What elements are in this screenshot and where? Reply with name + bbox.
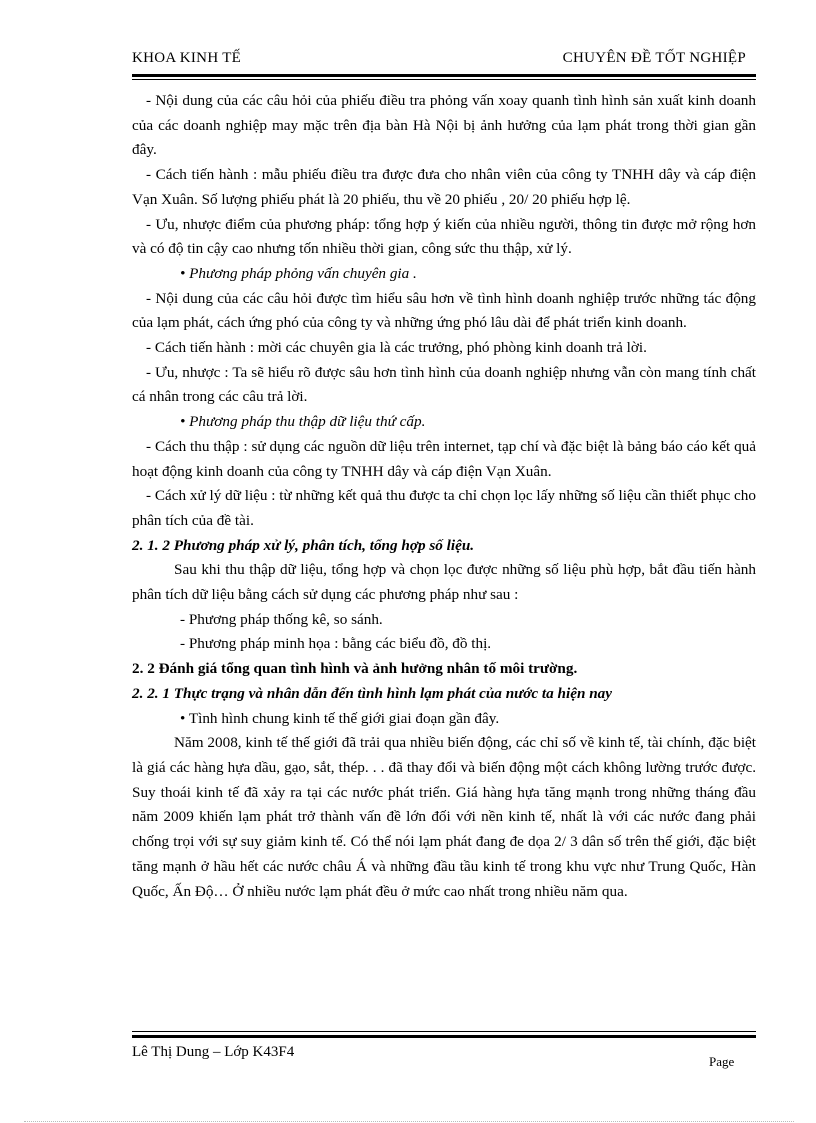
footer-page-label: Page [709,1054,735,1069]
document-body [132,89,756,904]
bullet-heading: • Phương pháp phỏng vấn chuyên gia . [180,264,417,282]
page-separator [24,1121,794,1122]
paragraph: - Cách tiến hành : mời các chuyên gia là các trưởng, phó phòng kinh doanh trả lời. [146,339,647,357]
bullet-heading: • Phương pháp thu thập dữ liệu thứ cấp. [180,413,426,431]
footer-author: Lê Thị Dung – Lớp K43F4 [132,1044,295,1060]
header-rule-thick [132,74,756,77]
header-doc-type: CHUYÊN ĐỀ TỐT NGHIỆP [562,50,746,66]
paragraph: Năm 2008, kinh tế thế giới đã trải qua nhiều biến động, các chỉ số về kinh tế, tài chính, đặc biệt là giá các hàng hựa dầu, gạo, sắt, thép. . . đã thay đổi và biến động một cách không lường trước được. Suy thoái kinh tế đã xảy ra tại các nước phát triển. Giá hàng hựa tăng mạnh trong những tháng đầu năm 2009 khiến lạm phát trở thành vấn đề lớn đối với nền kinh tế, nhất là với các nước đang phải chống trọi với sự suy giảm kinh tế. Có thể nói lạm phát đang đe dọa 2/ 3 dân số trên thế giới, đặc biệt tăng mạnh ở hầu hết các nước châu Á và những đầu tầu kinh tế trong khu vực như Trung Quốc, Hàn Quốc, Ấn Độ… Ở nhiều nước lạm phát đều ở mức cao nhất trong nhiều năm qua. [132,734,756,900]
paragraph: - Nội dung của các câu hỏi được tìm hiểu sâu hơn về tình hình doanh nghiệp trước những tác động của lạm phát, cách ứng phó của công ty và những ứng phó lâu dài để phát triển kinh doanh. [132,289,756,332]
section-heading: 2. 1. 2 Phương pháp xử lý, phân tích, tổng hợp số liệu. [132,536,475,554]
paragraph: - Cách thu thập : sử dụng các nguồn dữ liệu trên internet, tạp chí và đặc biệt là bảng báo cáo kết quả hoạt động kinh doanh của công ty TNHH dây và cáp điện Vạn Xuân. [132,437,756,480]
paragraph: - Cách xử lý dữ liệu : từ những kết quả thu được ta chỉ chọn lọc lấy những số liệu cần thiết phục cho phân tích của đề tài. [132,487,756,529]
section-heading: 2. 2 Đánh giá tổng quan tình hình và ảnh hưởng nhân tố môi trường. [132,660,578,678]
list-item: - Phương pháp minh họa : bằng các biểu đồ, đồ thị. [180,635,492,653]
paragraph: - Ưu, nhược điểm của phương pháp: tổng hợp ý kiến của nhiều người, thông tin được mở rộng hơn và có độ tin cậy cao nhưng tốn nhiều thời gian, công sức thu thập, xử lý. [132,215,756,258]
bullet-item: • Tình hình chung kinh tế thế giới giai đoạn gần đây. [180,709,500,727]
paragraph: - Nội dung của các câu hỏi của phiếu điều tra phỏng vấn xoay quanh tình hình sản xuất kinh doanh của các doanh nghiệp may mặc trên địa bàn Hà Nội bị ảnh hưởng của lạm phát trong thời gian gần đây. [132,92,756,159]
list-item: - Phương pháp thống kê, so sánh. [180,610,383,628]
paragraph: - Ưu, nhược : Ta sẽ hiểu rõ được sâu hơn tình hình của doanh nghiệp nhưng vẫn còn mang tính chất cá nhân trong các câu trả lời. [132,363,756,406]
footer-rule-thin [132,1031,756,1032]
page-header [132,50,756,70]
paragraph: Sau khi thu thập dữ liệu, tổng hợp và chọn lọc được những số liệu phù hợp, bắt đầu tiến hành phân tích dữ liệu bằng cách sử dụng các phương pháp như sau : [132,561,756,604]
header-rule-thin [132,79,756,80]
subsection-heading: 2. 2. 1 Thực trạng và nhân dẫn đến tình hình lạm phát của nước ta hiện nay [132,684,612,702]
paragraph: - Cách tiến hành : mẫu phiếu điều tra được đưa cho nhân viên của công ty TNHH dây và cáp điện Vạn Xuân. Số lượng phiếu phát là 20 phiếu, thu về 20 phiếu , 20/ 20 phiếu hợp lệ. [132,166,756,208]
header-faculty: KHOA KINH TẾ [132,50,242,66]
footer-rule-thick [132,1035,756,1038]
